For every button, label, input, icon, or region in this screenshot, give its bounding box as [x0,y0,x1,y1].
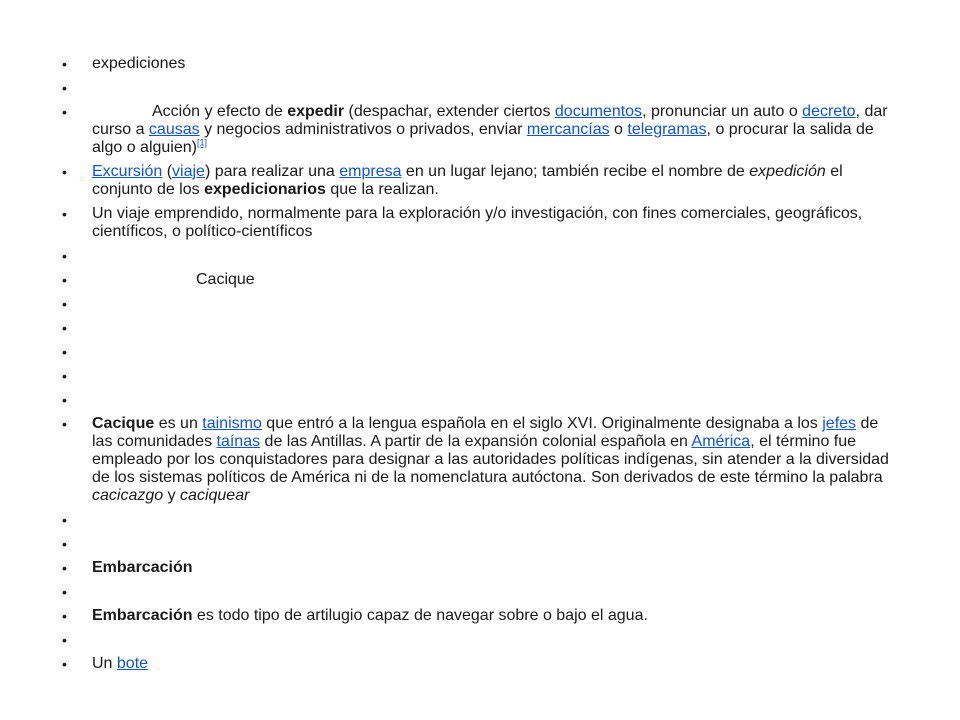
bullet-item-empty [62,295,902,313]
link-excursion[interactable]: Excursión [92,163,163,180]
bullet-item-definition-viaje [62,205,902,241]
text: que la realizan. [325,181,439,198]
link-documentos[interactable]: documentos [554,103,643,120]
heading-expediciones: expediciones [92,55,186,72]
text: Un [92,655,117,672]
bold-term-expedicionarios: expedicionarios [204,181,326,198]
bullet-item-definition-excursion [62,163,902,199]
text: Un viaje emprendido, normalmente para la exploración y/o investigación, con fines comerciales, geográficos, científicos, o político-científicos [92,205,863,240]
bullet-list [62,55,902,679]
bullet-item-definition-cacique [62,415,902,505]
italic-term-expedicion: expedición [749,163,826,180]
link-causas[interactable]: causas [148,121,200,138]
text: , o procurar la salida de algo o alguien) [92,121,874,156]
link-bote[interactable]: bote [116,655,149,672]
heading-cacique: Cacique [196,271,255,288]
bullet-item-expediciones [62,55,902,73]
text: que entró a la lengua española en el siglo XVI. Originalmente designaba a los [261,415,823,432]
text: ( [162,163,173,180]
bullet-item-empty [62,247,902,265]
bullet-item-empty [62,583,902,601]
heading-embarcacion: Embarcación [92,559,193,576]
link-viaje[interactable]: viaje [172,163,205,180]
text: o [609,121,628,138]
italic-term-cacicazgo: cacicazgo [92,487,164,504]
link-america[interactable]: América [691,433,751,450]
text: , dar curso a [92,103,888,138]
text: (despachar, extender ciertos [344,103,555,120]
bullet-item-definition-embarcacion [62,607,902,625]
bold-term-expedir: expedir [287,103,345,120]
bold-term-cacique: Cacique [92,415,155,432]
bullet-item-bote [62,655,902,673]
bullet-item-empty [62,535,902,553]
text: en un lugar lejano; también recibe el nombre de [401,163,750,180]
link-tainas[interactable]: taínas [216,433,261,450]
text: , pronunciar un auto o [642,103,803,120]
bullet-item-empty [62,391,902,409]
bullet-item-empty [62,511,902,529]
link-telegramas[interactable]: telegramas [627,121,707,138]
bullet-item-empty [62,319,902,337]
text: de las Antillas. A partir de la expansión colonial española en [260,433,692,450]
text: ) para realizar una [204,163,340,180]
bullet-item-empty [62,367,902,385]
text: y [163,487,181,504]
text: es todo tipo de artilugio capaz de navegar sobre o bajo el agua. [192,607,648,624]
bullet-item-empty [62,631,902,649]
bullet-item-empty [62,79,902,97]
link-mercancias[interactable]: mercancías [526,121,610,138]
bold-term-embarcacion: Embarcación [92,607,193,624]
text: de las comunidades [92,415,879,450]
link-decreto[interactable]: decreto [802,103,856,120]
text: es un [154,415,203,432]
bullet-item-embarcacion-heading [62,559,902,577]
link-tainismo[interactable]: tainismo [202,415,262,432]
text: , el término fue empleado por los conquistadores para designar a las autoridades políticas indígenas, sin atender a la diversidad de los sistemas políticos de América ni de la nomenclatura autóctona. Son derivados de este término la palabra [92,433,889,486]
text: el conjunto de los [92,163,843,198]
bullet-item-definition-expedir [62,103,902,157]
italic-term-caciquear: caciquear [180,487,250,504]
bullet-item-cacique-heading [62,271,902,289]
reference-link-1[interactable]: [1] [196,137,207,148]
link-jefes[interactable]: jefes [822,415,857,432]
bullet-item-empty [62,343,902,361]
text: Acción y efecto de [152,103,288,120]
text: y negocios administrativos o privados, enviar [199,121,527,138]
link-empresa[interactable]: empresa [339,163,402,180]
